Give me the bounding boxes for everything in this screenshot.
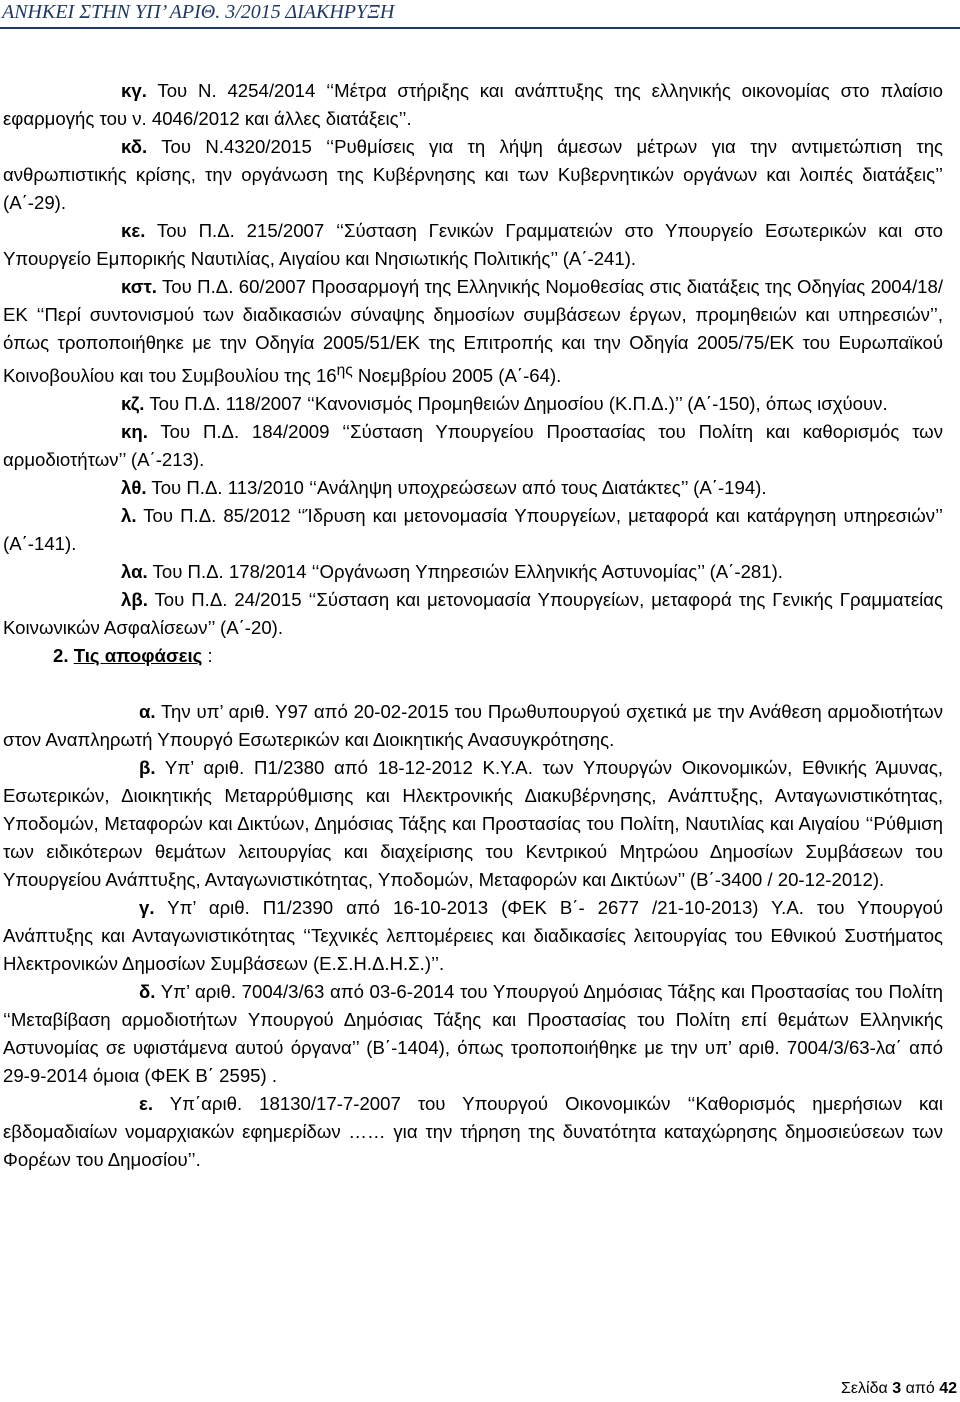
item-label: λθ.: [121, 477, 147, 499]
item-superscript: ης: [336, 362, 353, 379]
list-item: [3, 418, 943, 474]
list-item: [3, 502, 943, 558]
document-body: [0, 77, 943, 1174]
item-label: κε.: [121, 220, 146, 241]
item-text: Του Ν.4320/2015 ‘‘Ρυθμίσεις για τη λήψη άμεσων μέτρων για την αντιμετώπιση της ανθρωπιστικής κρίσης, την οργάνωση της Κυβέρνησης και των Κυβερνητικών οργάνων και λοιπές διατάξεις’’ (Α΄-29).: [3, 136, 943, 213]
item-text: Την υπ’ αριθ. Υ97 από 20-02-2015 του Πρωθυπουργού σχετικά με την Ανάθεση αρμοδιοτήτων στον Αναπληρωτή Υπουργό Εσωτερικών και Διοικητικής Ανασυγκρότησης.: [3, 701, 943, 751]
section-number: 2.: [53, 645, 69, 667]
item-label: α.: [139, 701, 156, 723]
item-text: Του Π.Δ. 24/2015 ‘‘Σύσταση και μετονομασία Υπουργείων, μεταφορά της Γενικής Γραμματείας Κοινωνικών Ασφαλίσεων’’ (Α΄-20).: [3, 589, 943, 639]
item-label: λ.: [121, 505, 137, 527]
item-label: κστ.: [121, 276, 157, 297]
total-pages: 42: [939, 1380, 957, 1397]
decision-item: [3, 894, 943, 978]
item-text: Υπ’ αριθ. Π1/2380 από 18-12-2012 Κ.Υ.Α. των Υπουργών Οικονομικών, Εθνικής Άμυνας, Εσωτερικών, Διοικητικής Μεταρρύθμισης και Ηλεκτρονικής Διακυβέρνησης, Ανάπτυξης, Ανταγωνιστικότητας, Υποδομών, Μεταφορών και Δικτύων, Δημόσιας Τάξης και Προστασίας του Πολίτη, Ναυτιλίας και Αιγαίου ‘‘Ρύθμιση των ειδικότερων θεμάτων λειτουργίας και διαχείρισης του Κεντρικού Μητρώου Δημοσίων Συμβάσεων του Υπουργείου Ανάπτυξης, Ανταγωνιστικότητας, Υποδομών, Μεταφορών και Δικτύων’’ (Β΄-3400 / 20-12-2012).: [3, 757, 943, 891]
item-text: Του Π.Δ. 118/2007 ‘‘Κανονισμός Προμηθειών Δημοσίου (Κ.Π.Δ.)’’ (Α΄-150), όπως ισχύουν.: [144, 393, 888, 415]
list-item: [3, 474, 943, 502]
item-label: γ.: [139, 897, 155, 919]
item-label: κδ.: [121, 136, 148, 157]
item-label: δ.: [139, 981, 156, 1003]
item-text: Του Ν. 4254/2014 ‘‘Μέτρα στήριξης και ανάπτυξης της ελληνικής οικονομίας στο πλαίσιο εφαρμογής του ν. 4046/2012 και άλλες διατάξεις’’.: [3, 80, 943, 129]
item-label: β.: [139, 757, 156, 779]
item-text: Του Π.Δ. 184/2009 ‘‘Σύσταση Υπουργείου Προστασίας του Πολίτη και καθορισμός των αρμοδιοτήτων’’ (Α΄-213).: [3, 421, 943, 471]
list-item: [3, 273, 943, 390]
item-text: Του Π.Δ. 85/2012 ‘‘Ίδρυση και μετονομασία Υπουργείων, μεταφορά και κατάργηση υπηρεσιών’’ (Α΄-141).: [3, 505, 943, 555]
item-text: Υπ’ αριθ. 7004/3/63 από 03-6-2014 του Υπουργού Δημόσιας Τάξης και Προστασίας του Πολίτη ‘‘Μεταβίβαση αρμοδιοτήτων Υπουργού Δημόσιας Τάξης και Προστασίας του Πολίτη επί θεμάτων Ελληνικής Αστυνομίας σε υφιστάμενα αυτού όργανα’’ (Β΄-1404), όπως τροποποιήθηκε με την υπ’ αριθ. 7004/3/63-λα΄ από 29-9-2014 όμοια (ΦΕΚ Β΄ 2595) .: [3, 981, 943, 1087]
item-label: λα.: [121, 561, 148, 583]
current-page: 3: [892, 1380, 902, 1397]
decision-item: [3, 978, 943, 1090]
header-mark: ΑΝΗΚΕΙ ΣΤΗΝ ΥΠ’ ΑΡΙΘ. 3/2015 ΔΙΑΚΗΡΥΞΗ: [2, 1, 395, 23]
item-label: κη.: [121, 421, 148, 443]
list-item: [3, 558, 943, 586]
item-text: Του Π.Δ. 113/2010 ‘‘Ανάληψη υποχρεώσεων από τους Διατάκτες’’ (Α΄-194).: [146, 477, 767, 499]
item-label: λβ.: [121, 589, 148, 611]
list-item: [3, 390, 943, 418]
list-item: [3, 77, 943, 133]
item-text: Του Π.Δ. 60/2007 Προσαρμογή της Ελληνικής Νομοθεσίας στις διατάξεις της Οδηγίας 2004/18/ΕΚ ‘‘Περί συντονισμού των διαδικασιών σύναψης δημοσίων συμβάσεων έργων, προμηθειών και υπηρεσιών’’, όπως τροποποιήθηκε με την Οδηγία 2005/51/ΕΚ της Επιτροπής και την Οδηγία 2005/75/ΕΚ του Ευρωπαϊκού Κοινοβουλίου και του Συμβουλίου της 16: [3, 276, 943, 387]
section-title: Τις αποφάσεις: [73, 645, 203, 667]
item-text: Υπ΄αριθ. 18130/17-7-2007 του Υπουργού Οικονομικών ‘‘Καθορισμός ημερήσιων και εβδομαδιαίων νομαρχιακών εφημερίδων …… για την τήρηση της δυνατότητα καταχώρησης δημοσιεύσεων των Φορέων του Δημοσίου’’.: [3, 1093, 943, 1171]
decision-item: [3, 754, 943, 894]
item-text-tail: Νοεμβρίου 2005 (Α΄-64).: [352, 365, 562, 387]
decision-item: [3, 698, 943, 754]
item-text: Υπ’ αριθ. Π1/2390 από 16-10-2013 (ΦΕΚ Β΄- 2677 /21-10-2013) Υ.Α. του Υπουργού Ανάπτυξης και Ανταγωνιστικότητας ‘‘Τεχνικές λεπτομέρειες και διαδικασίες λειτουργίας του Εθνικού Συστήματος Ηλεκτρονικών Δημοσίων Συμβάσεων (Ε.Σ.Η.Δ.Η.Σ.)’’.: [3, 897, 943, 975]
page-word: Σελίδα: [841, 1380, 893, 1397]
item-label: κγ.: [121, 80, 147, 101]
item-text: Του Π.Δ. 178/2014 ‘‘Οργάνωση Υπηρεσιών Ελληνικής Αστυνομίας’’ (Α΄-281).: [147, 561, 783, 583]
list-item: [3, 586, 943, 642]
item-label: ε.: [139, 1093, 153, 1115]
item-text: Του Π.Δ. 215/2007 ‘‘Σύσταση Γενικών Γραμματειών στο Υπουργείο Εσωτερικών και στο Υπουργείο Εμπορικής Ναυτιλίας, Αιγαίου και Νησιωτικής Πολιτικής’’ (Α΄-241).: [3, 220, 943, 269]
header-rule: [0, 27, 960, 29]
page-number: [841, 1380, 957, 1398]
section-heading: [3, 642, 943, 670]
list-item: [3, 133, 943, 217]
section-colon: :: [202, 645, 213, 667]
list-item: [3, 217, 943, 273]
of-word: από: [901, 1380, 940, 1397]
decision-item: [3, 1090, 943, 1174]
item-label: κζ.: [121, 393, 145, 415]
